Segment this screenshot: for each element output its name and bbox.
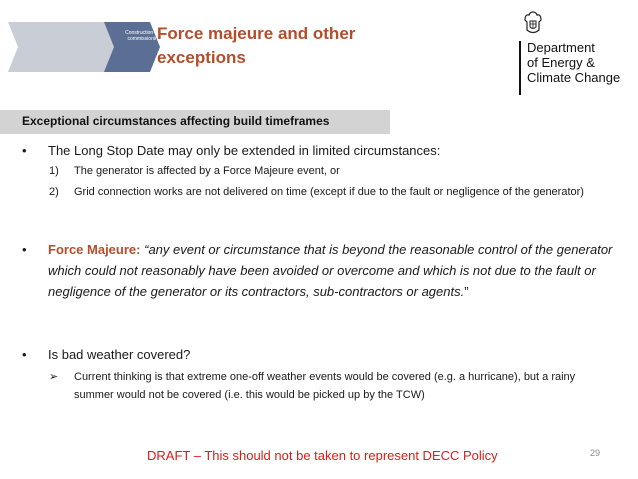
process-chevrons bbox=[8, 22, 163, 72]
force-majeure-definition: “any event or circumstance that is beyond the reasonable control of the generator which could not reasonably have been avoided or overcome and which is not due to the fault or negligence of the generator or its contractors, sub-contractors or agents. bbox=[48, 242, 613, 299]
logo-line3: Climate Change bbox=[527, 70, 621, 85]
arrow-bullet-icon: ➢ bbox=[49, 371, 59, 383]
logo-line1: Department bbox=[527, 40, 595, 55]
royal-crest-icon bbox=[521, 10, 545, 36]
slide-title bbox=[157, 22, 417, 70]
list-item-text: The generator is affected by a Force Majeure event, or bbox=[74, 165, 340, 177]
slide-title-line1: Force majeure and other bbox=[157, 24, 356, 43]
logo-line2: of Energy & bbox=[527, 55, 595, 70]
process-step-4-label: Construction and commissioning bbox=[125, 30, 163, 42]
decc-logo bbox=[519, 8, 634, 96]
bullet-text bbox=[48, 239, 613, 302]
section-header-bar bbox=[0, 110, 390, 134]
slide-title-line2: exceptions bbox=[157, 48, 246, 67]
page-number: 29 bbox=[590, 448, 601, 458]
list-item-number: 1) bbox=[49, 165, 59, 177]
logo-text bbox=[527, 40, 620, 85]
bullet-text: The Long Stop Date may only be extended in limited circumstances: bbox=[48, 143, 441, 158]
list-item-text: Current thinking is that extreme one-off weather events would be covered (e.g. a hurricane), but a rainy summer would not be covered (i.e. this would be picked up by the TCW) bbox=[74, 371, 576, 401]
bullet-text: Is bad weather covered? bbox=[48, 347, 191, 362]
bullet-marker: • bbox=[22, 143, 27, 158]
logo-rule bbox=[519, 41, 521, 95]
bullet-marker: • bbox=[22, 242, 27, 257]
bullet-marker: • bbox=[22, 347, 27, 362]
force-majeure-label: Force Majeure: bbox=[48, 242, 141, 257]
section-header: Exceptional circumstances affecting build timeframes bbox=[22, 114, 330, 128]
process-step-4-active bbox=[104, 22, 163, 72]
force-majeure-close-quote: ” bbox=[464, 284, 469, 299]
draft-disclaimer: DRAFT – This should not be taken to represent DECC Policy bbox=[147, 448, 498, 463]
list-item-number: 2) bbox=[49, 186, 59, 198]
list-item-text: Grid connection works are not delivered on time (except if due to the fault or negligence of the generator) bbox=[74, 186, 584, 198]
